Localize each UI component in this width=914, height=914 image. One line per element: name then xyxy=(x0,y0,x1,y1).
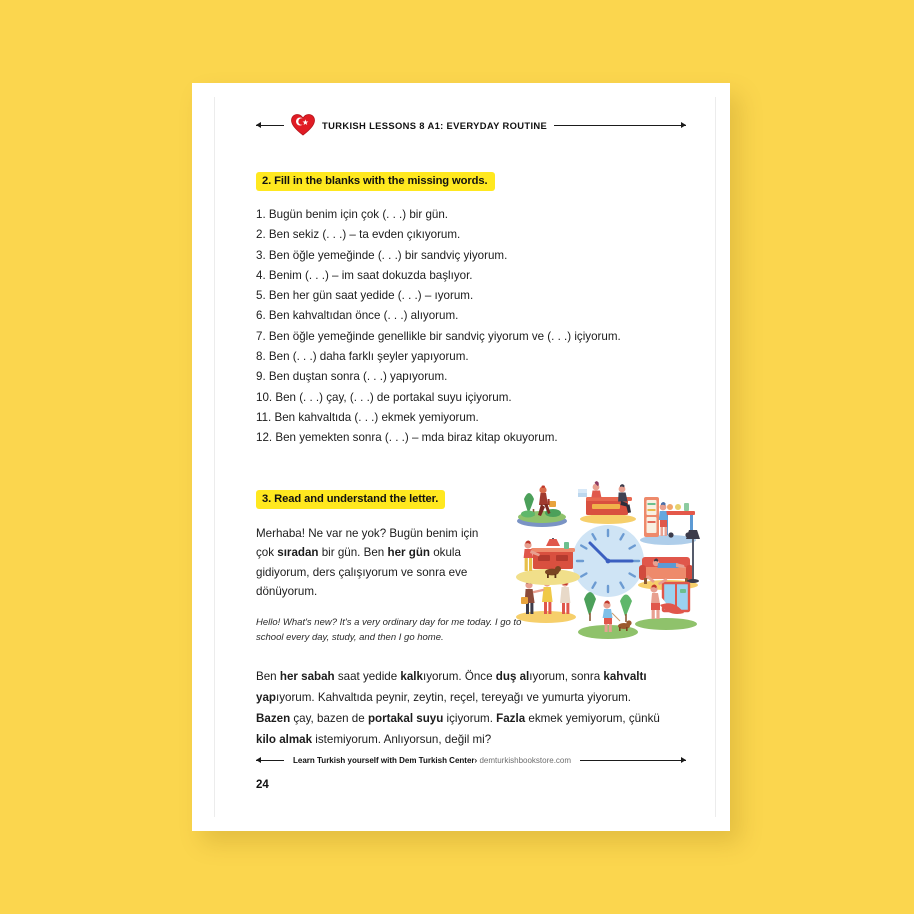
letter-body-fragment: ıyorum. Önce xyxy=(422,669,496,683)
letter-turkish-fragment: okula gidiyorum, ders çalışıyorum ve sonra eve dönüyorum. xyxy=(256,546,468,599)
exercise-2-item: 3. Ben öğle yemeğinde (. . .) bir sandviç yiyorum. xyxy=(256,248,508,262)
letter-english-translation: Hello! What's new? It's a very ordinary day for me today. I go to school every day, study, and then I go home. xyxy=(256,616,522,644)
exercise-2-item: 2. Ben sekiz (. . .) – ta evden çıkıyorum. xyxy=(256,228,461,242)
exercise-2-item: 10. Ben (. . .) çay, (. . .) de portakal suyu içiyorum. xyxy=(256,390,512,404)
footer-arrow-icon: › xyxy=(474,755,478,765)
exercise-2-item: 7. Ben öğle yemeğinde genellikle bir sandviç yiyorum ve (. . .) içiyorum. xyxy=(256,329,621,343)
letter-body-fragment: çay, bazen de xyxy=(290,711,368,725)
cooking-counter-scene xyxy=(516,538,580,585)
page-footer xyxy=(256,754,686,791)
letter-body-fragment: portakal suyu xyxy=(367,711,444,725)
header-rule-right xyxy=(554,125,686,126)
greeting-friends-scene xyxy=(516,578,576,623)
letter-body-fragment: Ben xyxy=(256,669,280,683)
letter-turkish-fragment: sıradan xyxy=(277,546,319,560)
letter-body-fragment: saat yedide xyxy=(334,669,401,683)
exercise-3-section xyxy=(256,489,686,750)
letter-body-fragment: kalk xyxy=(400,669,423,683)
exercise-2-item: 4. Benim (. . .) – im saat dokuzda başlıyor. xyxy=(256,268,473,282)
letter-turkish-text xyxy=(256,524,494,602)
letter-body-fragment: her sabah xyxy=(279,669,335,683)
letter-body-fragment: istemiyorum. Anlıyorsun, değil mi? xyxy=(312,732,492,746)
footer-rule-right xyxy=(580,760,686,761)
letter-body-text xyxy=(256,666,668,750)
turkish-flag-heart-icon xyxy=(291,114,315,136)
clock-graphic xyxy=(572,525,644,597)
letter-turkish-fragment: her gün xyxy=(387,546,430,560)
letter-turkish-fragment: bir gün. Ben xyxy=(318,546,388,560)
letter-body-fragment: Fazla xyxy=(496,711,526,725)
daily-routine-clock-illustration xyxy=(508,477,708,649)
exercise-2-heading: 2. Fill in the blanks with the missing words. xyxy=(256,172,495,191)
walking-the-dog-scene xyxy=(578,592,638,639)
letter-body-fragment: kilo almak xyxy=(256,732,313,746)
page-title: TURKISH LESSONS 8 A1: EVERYDAY ROUTINE xyxy=(322,119,548,131)
exercise-2-section xyxy=(256,171,686,449)
letter-body-fragment: kahvaltı yap xyxy=(256,669,647,704)
exercise-2-item: 8. Ben (. . .) daha farklı şeyler yapıyorum. xyxy=(256,350,469,364)
page-number: 24 xyxy=(256,779,269,791)
worksheet-page xyxy=(192,83,730,831)
letter-body-fragment: Bazen xyxy=(256,711,291,725)
page-header xyxy=(256,113,686,137)
exercise-2-item: 1. Bugün benim için çok (. . .) bir gün. xyxy=(256,208,449,221)
letter-body-fragment: içiyorum. xyxy=(443,711,497,725)
letter-turkish-fragment: Merhaba! Ne var ne yok? Bugün benim için çok xyxy=(256,526,479,560)
footer-url: demturkishbookstore.com xyxy=(479,755,572,765)
letter-body-fragment: ıyorum, sonra xyxy=(529,669,604,683)
footer-rule-left xyxy=(256,760,284,761)
exercise-3-heading: 3. Read and understand the letter. xyxy=(256,490,445,509)
header-rule-left xyxy=(256,125,284,126)
exercise-2-list xyxy=(256,205,686,449)
footer-credit-bold: Learn Turkish yourself with Dem Turkish Center xyxy=(293,755,475,765)
letter-body-fragment: ekmek yemiyorum, çünkü xyxy=(525,711,660,725)
letter-body-fragment: ıyorum. Kahvaltıda peynir, zeytin, reçel, tereyağı ve yumurta yiyorum. xyxy=(275,690,632,704)
footer-credit xyxy=(293,756,571,765)
letter-body-fragment: duş al xyxy=(495,669,530,683)
exercise-2-item: 5. Ben her gün saat yedide (. . .) – ıyorum. xyxy=(256,289,474,303)
walking-to-work-scene xyxy=(517,485,567,527)
exercise-2-item: 9. Ben duştan sonra (. . .) yapıyorum. xyxy=(256,370,448,384)
exercise-2-item: 11. Ben kahvaltıda (. . .) ekmek yemiyorum. xyxy=(256,410,479,424)
office-desk-scene xyxy=(578,481,636,524)
exercise-2-item: 6. Ben kahvaltıdan önce (. . .) alıyorum. xyxy=(256,309,459,323)
exercise-2-item: 12. Ben yemekten sonra (. . .) – mda biraz kitap okuyorum. xyxy=(256,431,558,445)
